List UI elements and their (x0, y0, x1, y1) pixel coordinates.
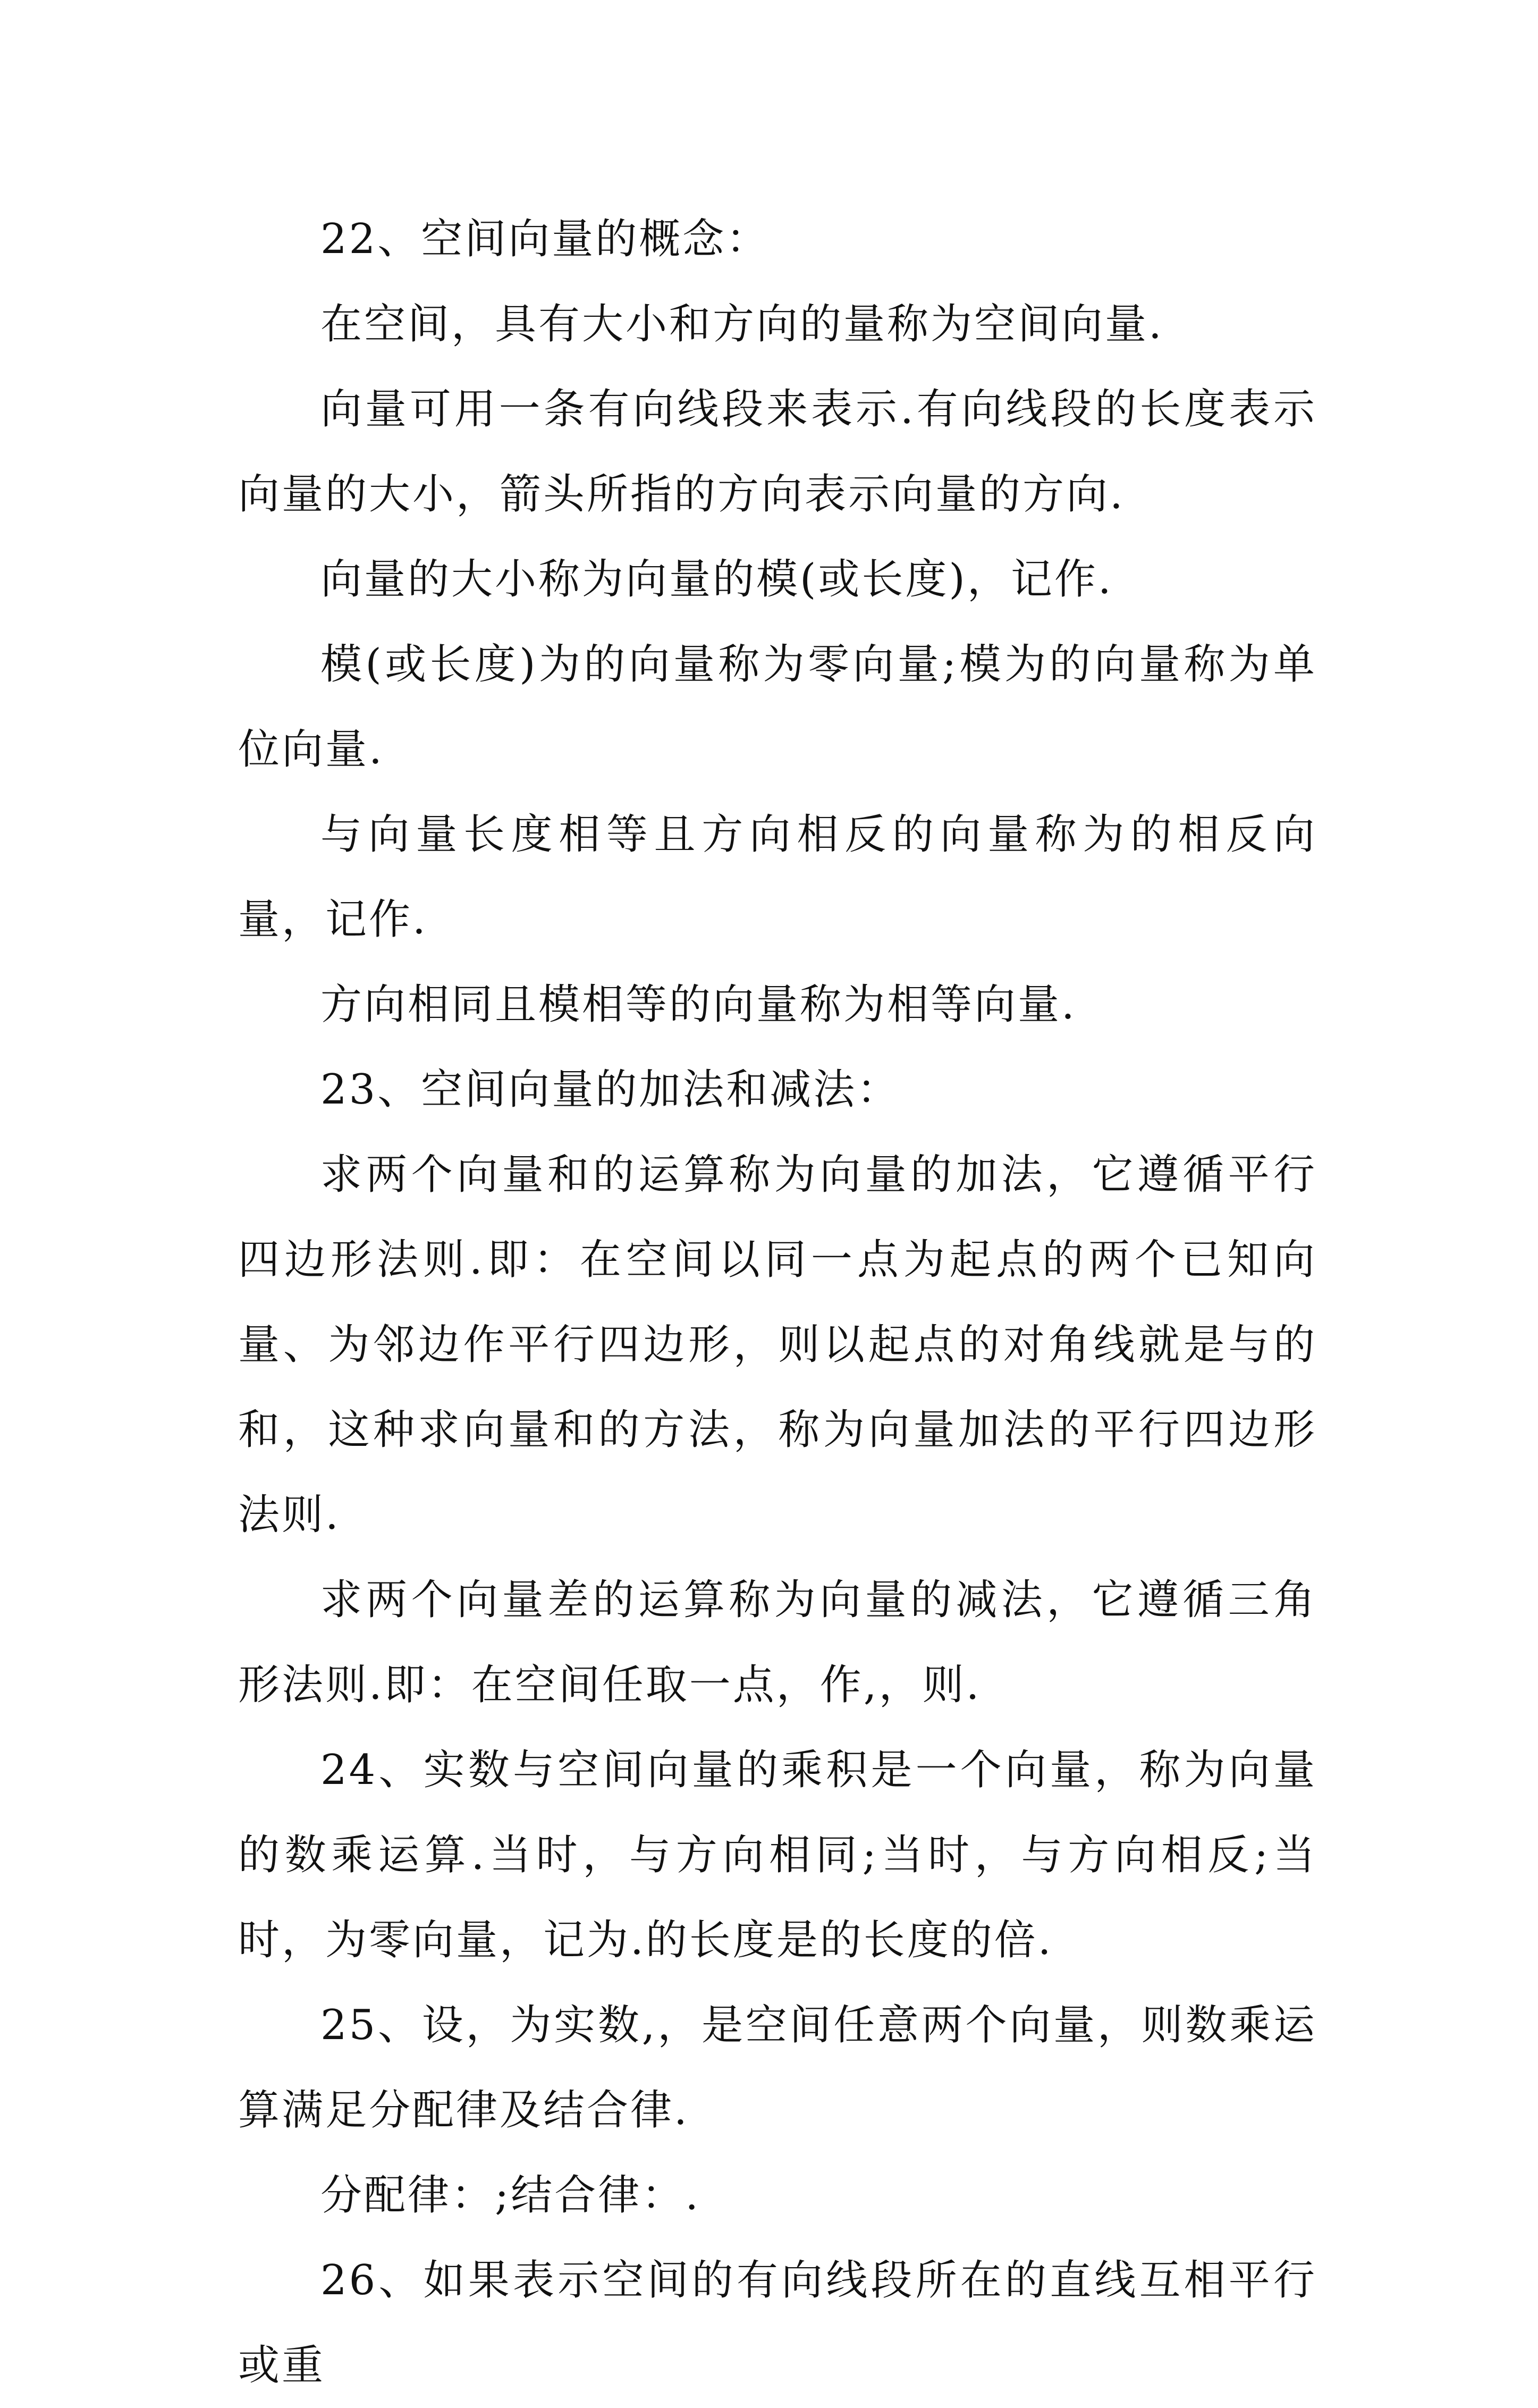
paragraph: 向量可用一条有向线段来表示.有向线段的长度表示向量的大小，箭头所指的方向表示向量的方向. (238, 385, 1317, 518)
paragraph-25: 25、设，为实数,，是空间任意两个向量，则数乘运算满足分配律及结合律. (238, 2001, 1317, 2134)
paragraph: 方向相同且模相等的向量称为相等向量. (320, 981, 1077, 1029)
heading-22: 22、空间向量的概念： (320, 215, 770, 263)
paragraph: 向量的大小称为向量的模(或长度)，记作. (320, 555, 1113, 603)
paragraph: 求两个向量和的运算称为向量的加法，它遵循平行四边形法则.即：在空间以同一点为起点的两个已知向量、为邻边作平行四边形，则以起点的对角线就是与的和，这种求向量和的方法，称为向量加法的平行四边形法则. (238, 1151, 1317, 1539)
paragraph-26: 26、如果表示空间的有向线段所在的直线互相平行或重 (238, 2257, 1317, 2389)
paragraph: 在空间，具有大小和方向的量称为空间向量. (320, 300, 1164, 348)
paragraph: 模(或长度)为的向量称为零向量;模为的向量称为单位向量. (238, 641, 1317, 773)
paragraph-24: 24、实数与空间向量的乘积是一个向量，称为向量的数乘运算.当时，与方向相同;当时，与方向相反;当时，为零向量，记为.的长度是的长度的倍. (238, 1746, 1317, 1964)
paragraph: 分配律：;结合律：. (320, 2171, 701, 2219)
heading-23: 23、空间向量的加法和减法： (320, 1066, 901, 1114)
paragraph: 与向量长度相等且方向相反的向量称为的相反向量，记作. (238, 811, 1317, 944)
document-body (238, 197, 1317, 2408)
paragraph: 求两个向量差的运算称为向量的减法，它遵循三角形法则.即：在空间任取一点，作,，则. (238, 1576, 1317, 1709)
